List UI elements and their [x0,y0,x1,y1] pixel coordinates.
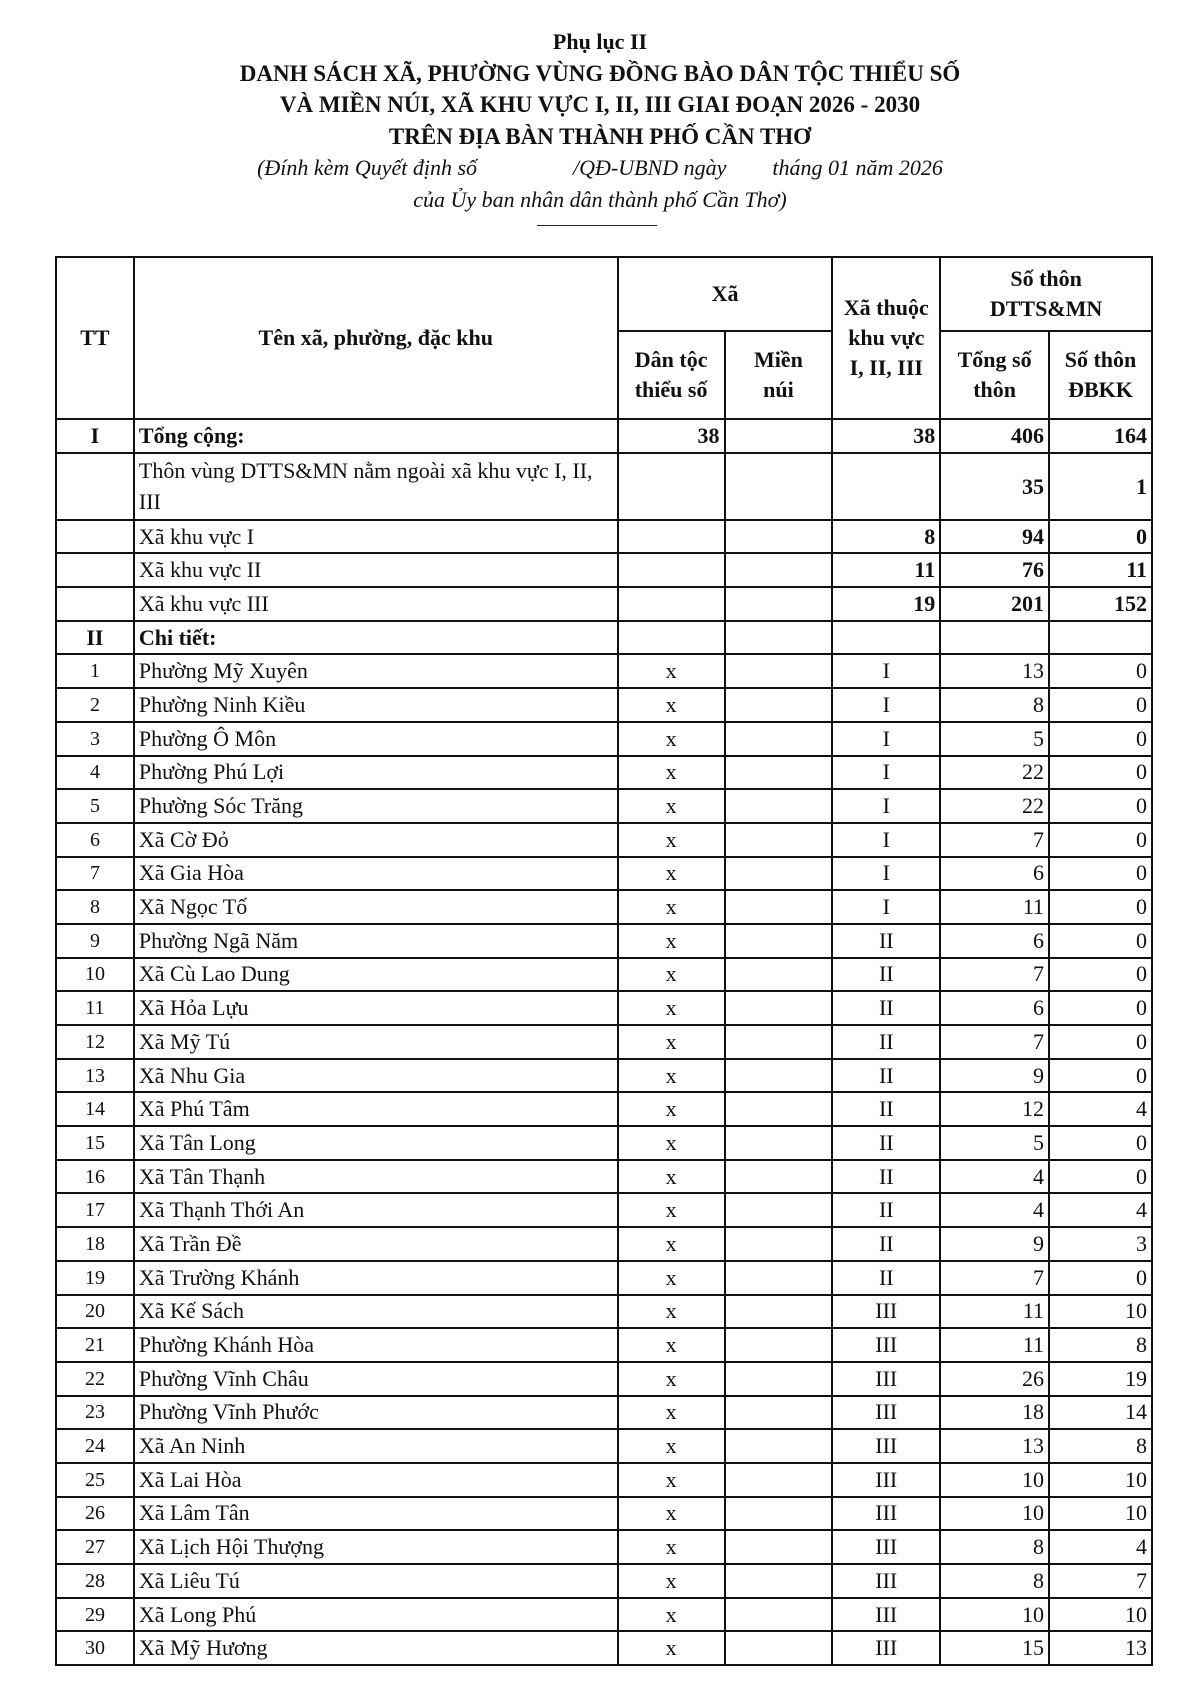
header-name: Tên xã, phường, đặc khu [134,257,618,419]
difficult-villages: 10 [1049,1295,1152,1329]
area-classification: III [832,1598,940,1632]
row-number: 20 [56,1295,134,1329]
row-number: 25 [56,1463,134,1497]
commune-name: Xã Nhu Gia [134,1059,618,1093]
row-number: 1 [56,654,134,688]
subtitle-decision: (Đính kèm Quyết định số [257,155,478,180]
ethnic-minority-mark: x [618,1497,725,1531]
total-villages: 9 [940,1059,1049,1093]
total-villages: 10 [940,1463,1049,1497]
total-villages: 7 [940,958,1049,992]
area-classification: I [832,756,940,790]
commune-name: Phường Vĩnh Phước [134,1396,618,1430]
commune-name: Xã Lịch Hội Thượng [134,1530,618,1564]
header-mien-nui: Miền núi [725,331,833,419]
title-line-2: VÀ MIỀN NÚI, XÃ KHU VỰC I, II, III GIAI ĐOẠN 2026 - 2030 [279,92,921,117]
table-row [56,1362,1152,1396]
header-row-1 [56,257,1152,331]
commune-name: Xã Trường Khánh [134,1261,618,1295]
mountain-mark [725,1126,833,1160]
ethnic-minority-mark: x [618,991,725,1025]
area-classification: I [832,789,940,823]
mountain-mark [725,1497,833,1531]
area-classification: III [832,1295,940,1329]
ethnic-minority-mark: x [618,1530,725,1564]
area-classification: II [832,1160,940,1194]
difficult-villages: 14 [1049,1396,1152,1430]
difficult-villages: 0 [1049,1160,1152,1194]
area-classification: II [832,1193,940,1227]
ethnic-minority-mark: x [618,654,725,688]
area-1-row: Xã khu vực I 8 94 0 [56,520,1152,554]
commune-name: Xã Liêu Tú [134,1564,618,1598]
area-classification: II [832,1092,940,1126]
header-so-thon: Số thôn DTTS&MN [940,257,1152,331]
row-number: 7 [56,857,134,891]
difficult-villages: 13 [1049,1631,1152,1665]
difficult-villages: 4 [1049,1193,1152,1227]
title-line-3: TRÊN ĐỊA BÀN THÀNH PHỐ CẦN THƠ [388,123,812,149]
detail-section-row: II Chi tiết: [56,621,1152,655]
difficult-villages: 10 [1049,1598,1152,1632]
row-number: 14 [56,1092,134,1126]
commune-name: Phường Mỹ Xuyên [134,654,618,688]
ethnic-minority-mark: x [618,1025,725,1059]
total-villages: 5 [940,1126,1049,1160]
area-classification: II [832,1227,940,1261]
table-row [56,1396,1152,1430]
ethnic-minority-mark: x [618,1261,725,1295]
table-row [56,1025,1152,1059]
commune-name: Xã Phú Tâm [134,1092,618,1126]
total-villages: 10 [940,1497,1049,1531]
table-row [56,1328,1152,1362]
row-number: 11 [56,991,134,1025]
total-villages: 11 [940,1295,1049,1329]
difficult-villages: 4 [1049,1530,1152,1564]
table-row [56,1193,1152,1227]
total-villages: 7 [940,1261,1049,1295]
mountain-mark [725,1328,833,1362]
ethnic-minority-mark: x [618,1227,725,1261]
commune-name: Xã Kế Sách [134,1295,618,1329]
row-number: 30 [56,1631,134,1665]
ethnic-minority-mark: x [618,1598,725,1632]
commune-name: Phường Khánh Hòa [134,1328,618,1362]
area-2-row: Xã khu vực II 11 76 11 [56,553,1152,587]
commune-name: Phường Vĩnh Châu [134,1362,618,1396]
mountain-mark [725,1025,833,1059]
ethnic-minority-mark: x [618,1463,725,1497]
row-number: 15 [56,1126,134,1160]
difficult-villages: 0 [1049,1025,1152,1059]
ethnic-minority-mark: x [618,1295,725,1329]
commune-name: Xã Lai Hòa [134,1463,618,1497]
total-villages: 5 [940,722,1049,756]
total-villages: 4 [940,1193,1049,1227]
area-classification: II [832,958,940,992]
difficult-villages: 3 [1049,1227,1152,1261]
mountain-mark [725,1396,833,1430]
table-row [56,1530,1152,1564]
total-villages: 10 [940,1598,1049,1632]
ethnic-minority-mark: x [618,1126,725,1160]
mountain-mark [725,1530,833,1564]
difficult-villages: 0 [1049,924,1152,958]
table-row [56,823,1152,857]
mountain-mark [725,1261,833,1295]
mountain-mark [725,1059,833,1093]
row-number: 5 [56,789,134,823]
header-khu-vuc: Xã thuộc khu vực I, II, III [832,257,940,419]
table-row [56,722,1152,756]
area-classification: I [832,722,940,756]
table-row [56,654,1152,688]
commune-list-table [55,256,1153,1666]
ethnic-minority-mark: x [618,1564,725,1598]
difficult-villages: 4 [1049,1092,1152,1126]
difficult-villages: 0 [1049,756,1152,790]
difficult-villages: 8 [1049,1429,1152,1463]
row-number: 16 [56,1160,134,1194]
difficult-villages: 0 [1049,958,1152,992]
total-villages: 8 [940,1564,1049,1598]
row-number: 28 [56,1564,134,1598]
row-number: 6 [56,823,134,857]
ethnic-minority-mark: x [618,1396,725,1430]
header-tong-so-thon: Tổng số thôn [940,331,1049,419]
area-classification: I [832,654,940,688]
subtitle-line-2: của Ủy ban nhân dân thành phố Cần Thơ) [413,186,787,212]
area-classification: I [832,823,940,857]
mountain-mark [725,1631,833,1665]
commune-name: Xã Thạnh Thới An [134,1193,618,1227]
difficult-villages: 0 [1049,890,1152,924]
ethnic-minority-mark: x [618,1059,725,1093]
ethnic-minority-mark: x [618,1362,725,1396]
difficult-villages: 7 [1049,1564,1152,1598]
mountain-mark [725,958,833,992]
commune-name: Xã Ngọc Tố [134,890,618,924]
ethnic-minority-mark: x [618,1631,725,1665]
table-row [56,1631,1152,1665]
area-classification: III [832,1564,940,1598]
area-classification: II [832,1059,940,1093]
mountain-mark [725,1193,833,1227]
document-title-block [0,26,1200,215]
total-villages: 13 [940,1429,1049,1463]
row-number: 29 [56,1598,134,1632]
table-row [56,1160,1152,1194]
ethnic-minority-mark: x [618,924,725,958]
total-villages: 15 [940,1631,1049,1665]
subtitle-line-1 [0,152,1200,184]
row-number: 26 [56,1497,134,1531]
commune-name: Xã Long Phú [134,1598,618,1632]
total-villages: 6 [940,991,1049,1025]
row-number: 9 [56,924,134,958]
difficult-villages: 0 [1049,857,1152,891]
area-classification: III [832,1429,940,1463]
row-number: 22 [56,1362,134,1396]
commune-name: Phường Ninh Kiều [134,688,618,722]
header-so-thon-dbkk: Số thôn ĐBKK [1049,331,1152,419]
table-row [56,1059,1152,1093]
commune-name: Xã An Ninh [134,1429,618,1463]
mountain-mark [725,1227,833,1261]
ethnic-minority-mark: x [618,1092,725,1126]
subtitle-decision-code: /QĐ-UBND ngày [573,155,727,180]
total-villages: 4 [940,1160,1049,1194]
area-classification: III [832,1328,940,1362]
area-classification: III [832,1463,940,1497]
ethnic-minority-mark: x [618,823,725,857]
table-row [56,1598,1152,1632]
mountain-mark [725,688,833,722]
total-villages: 8 [940,1530,1049,1564]
mountain-mark [725,823,833,857]
mountain-mark [725,1429,833,1463]
area-classification: II [832,1025,940,1059]
table-row [56,688,1152,722]
area-3-row: Xã khu vực III 19 201 152 [56,587,1152,621]
area-classification: I [832,890,940,924]
ethnic-minority-mark: x [618,890,725,924]
difficult-villages: 10 [1049,1463,1152,1497]
table-row [56,1126,1152,1160]
difficult-villages: 10 [1049,1497,1152,1531]
subtitle-date: tháng 01 năm 2026 [772,155,943,180]
total-villages: 13 [940,654,1049,688]
row-number: 17 [56,1193,134,1227]
table-row [56,958,1152,992]
total-villages: 11 [940,1328,1049,1362]
table-row [56,1261,1152,1295]
difficult-villages: 0 [1049,654,1152,688]
area-classification: I [832,688,940,722]
commune-name: Phường Ngã Năm [134,924,618,958]
area-classification: II [832,1261,940,1295]
header-tt: TT [56,257,134,419]
total-villages: 26 [940,1362,1049,1396]
commune-name: Xã Mỹ Hương [134,1631,618,1665]
ethnic-minority-mark: x [618,958,725,992]
mountain-mark [725,789,833,823]
total-villages: 7 [940,1025,1049,1059]
row-number: 13 [56,1059,134,1093]
ethnic-minority-mark: x [618,1328,725,1362]
ethnic-minority-mark: x [618,1160,725,1194]
ethnic-minority-mark: x [618,688,725,722]
table-row [56,1295,1152,1329]
difficult-villages: 0 [1049,823,1152,857]
mountain-mark [725,857,833,891]
total-villages: 7 [940,823,1049,857]
table-row [56,991,1152,1025]
total-villages: 8 [940,688,1049,722]
difficult-villages: 8 [1049,1328,1152,1362]
row-number: 4 [56,756,134,790]
row-number: 2 [56,688,134,722]
mountain-mark [725,1295,833,1329]
row-number: 18 [56,1227,134,1261]
area-classification: III [832,1362,940,1396]
total-villages: 11 [940,890,1049,924]
row-number: 21 [56,1328,134,1362]
total-villages: 22 [940,789,1049,823]
outside-area-row: Thôn vùng DTTS&MN nằm ngoài xã khu vực I, II, III 35 1 [56,453,1152,520]
mountain-mark [725,1463,833,1497]
table-row [56,857,1152,891]
mountain-mark [725,924,833,958]
total-villages: 9 [940,1227,1049,1261]
table-row [56,924,1152,958]
ethnic-minority-mark: x [618,756,725,790]
difficult-villages: 0 [1049,1126,1152,1160]
row-number: 8 [56,890,134,924]
mountain-mark [725,654,833,688]
area-classification: I [832,857,940,891]
area-classification: II [832,991,940,1025]
mountain-mark [725,1564,833,1598]
commune-name: Phường Phú Lợi [134,756,618,790]
header-xa: Xã [618,257,833,331]
commune-name: Xã Tân Thạnh [134,1160,618,1194]
commune-name: Xã Gia Hòa [134,857,618,891]
commune-name: Xã Cù Lao Dung [134,958,618,992]
title-line-1: DANH SÁCH XÃ, PHƯỜNG VÙNG ĐỒNG BÀO DÂN TỘC THIỂU SỐ [239,60,961,86]
commune-name: Xã Mỹ Tú [134,1025,618,1059]
ethnic-minority-mark: x [618,722,725,756]
area-classification: III [832,1631,940,1665]
difficult-villages: 0 [1049,722,1152,756]
row-number: 24 [56,1429,134,1463]
row-number: 10 [56,958,134,992]
commune-name: Phường Sóc Trăng [134,789,618,823]
row-number: 3 [56,722,134,756]
difficult-villages: 0 [1049,1261,1152,1295]
mountain-mark [725,1362,833,1396]
title-divider [537,225,657,226]
difficult-villages: 0 [1049,688,1152,722]
mountain-mark [725,722,833,756]
ethnic-minority-mark: x [618,789,725,823]
commune-name: Xã Lâm Tân [134,1497,618,1531]
difficult-villages: 0 [1049,789,1152,823]
ethnic-minority-mark: x [618,1193,725,1227]
total-row: I Tổng cộng: 38 38 406 164 [56,419,1152,453]
commune-name: Xã Trần Đề [134,1227,618,1261]
commune-name: Xã Tân Long [134,1126,618,1160]
table-row [56,1429,1152,1463]
total-villages: 6 [940,857,1049,891]
row-number: 27 [56,1530,134,1564]
commune-name: Phường Ô Môn [134,722,618,756]
difficult-villages: 19 [1049,1362,1152,1396]
table-row [56,1497,1152,1531]
area-classification: II [832,924,940,958]
difficult-villages: 0 [1049,991,1152,1025]
mountain-mark [725,890,833,924]
total-villages: 18 [940,1396,1049,1430]
table-row [56,1227,1152,1261]
table-row [56,1564,1152,1598]
table-row [56,1092,1152,1126]
header-dan-toc: Dân tộc thiểu số [618,331,725,419]
row-number: 19 [56,1261,134,1295]
ethnic-minority-mark: x [618,1429,725,1463]
mountain-mark [725,756,833,790]
area-classification: III [832,1530,940,1564]
area-classification: III [832,1497,940,1531]
table-row [56,890,1152,924]
mountain-mark [725,1092,833,1126]
mountain-mark [725,991,833,1025]
total-villages: 12 [940,1092,1049,1126]
appendix-label: Phụ lục II [552,29,648,54]
total-villages: 6 [940,924,1049,958]
area-classification: III [832,1396,940,1430]
commune-name: Xã Cờ Đỏ [134,823,618,857]
commune-name: Xã Hỏa Lựu [134,991,618,1025]
mountain-mark [725,1160,833,1194]
table-row [56,1463,1152,1497]
mountain-mark [725,1598,833,1632]
row-number: 12 [56,1025,134,1059]
table-row [56,789,1152,823]
total-villages: 22 [940,756,1049,790]
row-number: 23 [56,1396,134,1430]
difficult-villages: 0 [1049,1059,1152,1093]
area-classification: II [832,1126,940,1160]
table-row [56,756,1152,790]
ethnic-minority-mark: x [618,857,725,891]
